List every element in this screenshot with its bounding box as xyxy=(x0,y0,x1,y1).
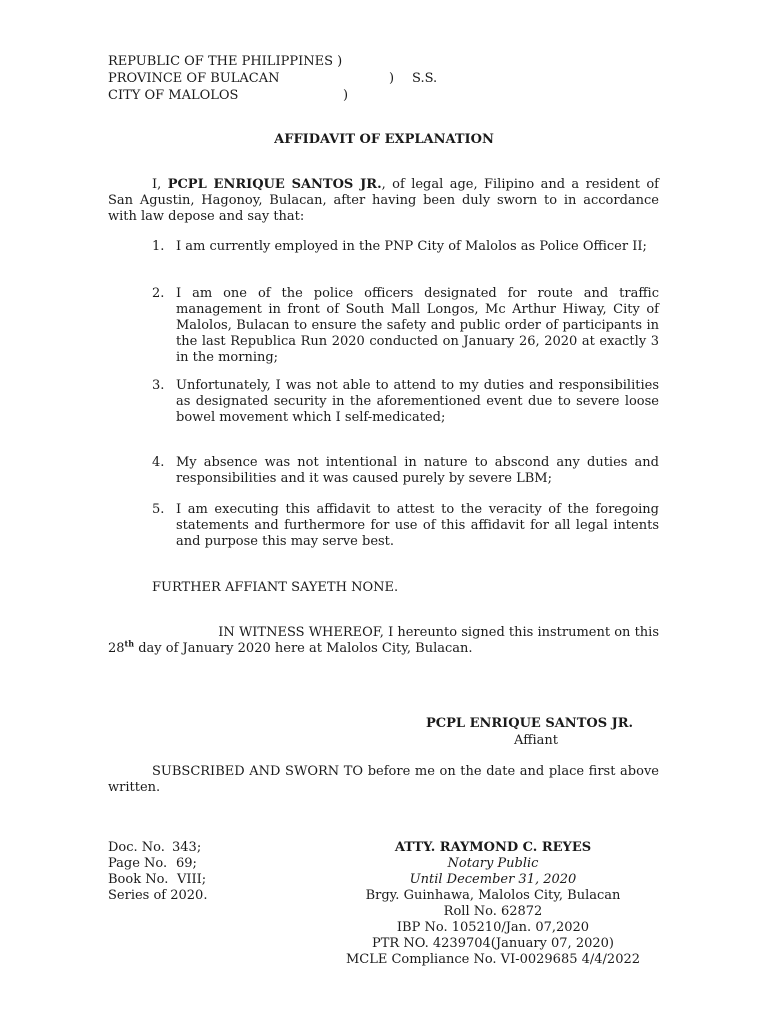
list-item: I am executing this affidavit to attest to the veracity of the foregoing statements and furthermore for use of this affidavit for all legal intents and purpose this may serve best. xyxy=(176,502,659,549)
list-item-number: 5. xyxy=(152,502,165,517)
doc-number-value: 343; xyxy=(172,840,202,855)
venue-line-city: CITY OF MALOLOS xyxy=(108,88,239,103)
list-item: I am currently employed in the PNP City of Malolos as Police Officer II; xyxy=(176,239,647,254)
notary-name: ATTY. RAYMOND C. REYES xyxy=(394,840,592,855)
affiant-signature-name: PCPL ENRIQUE SANTOS JR. xyxy=(426,716,634,731)
list-item: Unfortunately, I was not able to attend to my duties and responsibilities as designated security in the aforementioned event due to severe loose bowel movement which I self-medicated; xyxy=(176,378,659,425)
venue-line-province: PROVINCE OF BULACAN xyxy=(108,71,280,86)
list-item-number: 2. xyxy=(152,286,165,301)
notary-mcle-number: MCLE Compliance No. VI-0029685 4/4/2022 xyxy=(345,952,641,967)
witness-day: 28 xyxy=(108,641,125,656)
affiant-label: Affiant xyxy=(514,733,558,748)
list-item-number: 3. xyxy=(152,378,165,393)
day-suffix: th xyxy=(124,638,135,649)
notary-commission-until: Until December 31, 2020 xyxy=(409,872,577,887)
intro-text: I, xyxy=(152,177,168,192)
list-item: I am one of the police officers designated for route and traffic management in front of South Mall Longos, Mc Arthur Hiway, City of Malolos, Bulacan to ensure the safety and public order of participants in the last Republica Run 2020 conducted on January 26, 2020 at exactly 3 in the morning; xyxy=(176,286,659,365)
document-title: AFFIDAVIT OF EXPLANATION xyxy=(274,132,494,147)
witness-paragraph-cont xyxy=(108,638,473,656)
venue-bracket: ) xyxy=(389,71,395,86)
notary-ibp-number: IBP No. 105210/Jan. 07,2020 xyxy=(396,920,590,935)
page-number-label: Page No. xyxy=(108,856,168,871)
notary-title: Notary Public xyxy=(447,856,539,871)
venue-bracket: ) xyxy=(343,88,349,103)
jurat-paragraph: SUBSCRIBED AND SWORN TO before me on the date and place first above written. xyxy=(108,764,659,795)
doc-number-label: Doc. No. xyxy=(108,840,165,855)
list-item-number: 1. xyxy=(152,239,165,254)
notary-ptr-number: PTR NO. 4239704(January 07, 2020) xyxy=(372,936,614,951)
page-number-value: 69; xyxy=(176,856,197,871)
venue-ss: S.S. xyxy=(412,71,438,86)
series-label: Series of 2020. xyxy=(108,888,208,903)
witness-text: day of January 2020 here at Malolos City, Bulacan. xyxy=(134,641,473,656)
list-item: My absence was not intentional in nature to abscond any duties and responsibilities and it was caused purely by severe LBM; xyxy=(176,455,659,486)
witness-paragraph: IN WITNESS WHEREOF, I hereunto signed this instrument on this xyxy=(218,625,659,640)
list-item-number: 4. xyxy=(152,455,165,470)
affiant-name-inline: PCPL ENRIQUE SANTOS JR. xyxy=(167,177,382,192)
notary-address: Brgy. Guinhawa, Malolos City, Bulacan xyxy=(365,888,621,903)
notary-roll-number: Roll No. 62872 xyxy=(443,904,543,919)
book-number-label: Book No. xyxy=(108,872,169,887)
venue-line-republic: REPUBLIC OF THE PHILIPPINES ) xyxy=(108,54,343,69)
book-number-value: VIII; xyxy=(177,872,207,887)
intro-paragraph xyxy=(108,177,659,225)
intro-text: , of legal age, Filipino and a resident of San Agustin, Hagonoy, Bulacan, after having been duly sworn to in accordance with law depose and say that: xyxy=(108,177,659,224)
further-affiant-clause: FURTHER AFFIANT SAYETH NONE. xyxy=(152,580,399,595)
